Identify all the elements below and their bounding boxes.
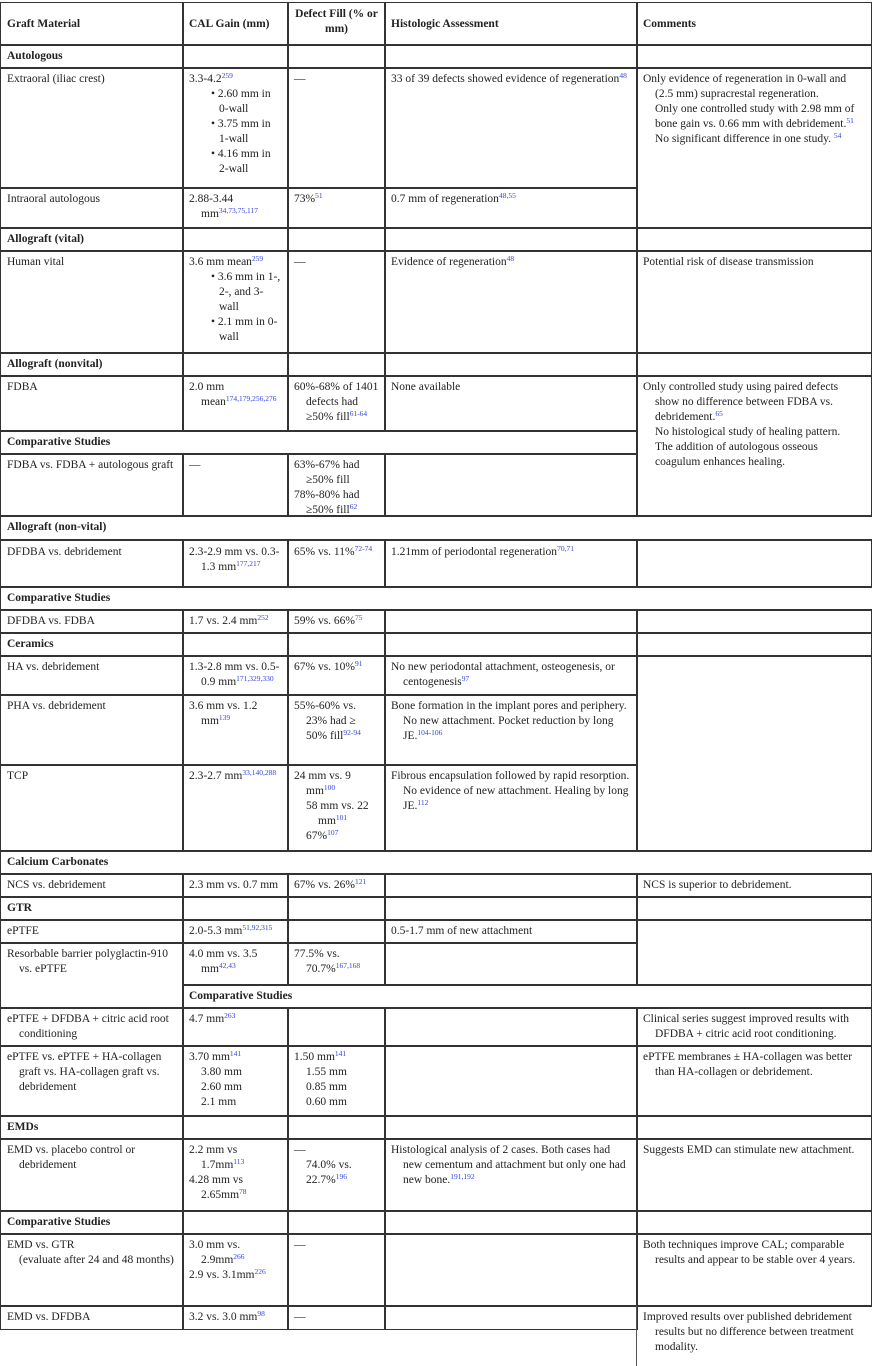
cal-ha [182,655,289,696]
citation[interactable]: 33,140,288 [242,768,277,777]
empty-cell [287,1210,386,1235]
section-gtr: GTR [0,896,184,921]
empty-cell [287,227,386,252]
empty-cell [636,1115,872,1140]
comment-line [655,132,865,147]
citation[interactable]: 78 [239,1187,247,1196]
graft-fdba-autologous: FDBA vs. FDBA + autologous graft [0,453,184,517]
fill-pha [287,694,386,766]
citation[interactable]: 54 [833,131,842,140]
graft-eptfe-dfdba: ePTFE + DFDBA + citric acid root conditioning [0,1007,184,1047]
citation[interactable]: 171,329,330 [236,674,274,683]
empty-cell [182,44,289,69]
fill-line [294,1050,379,1065]
cal-ncs: 2.3 mm vs. 0.7 mm [182,873,289,898]
fill-value: 59% vs. 66% [294,615,356,627]
fill-line: — [294,1144,306,1156]
histo-extraoral [384,67,638,189]
empty-cell [182,896,289,921]
graft-ha: HA vs. debridement [0,655,184,696]
fill-line: 1.55 mm [306,1066,347,1078]
cal-line [189,1173,282,1203]
cal-pha [182,694,289,766]
histo-text: 0.7 mm of regeneration [391,193,499,205]
comments-fdba [636,375,872,517]
cal-text: 2.2 mm vs 1.7mm [189,1144,238,1171]
cal-emd-gtr [182,1233,289,1307]
fill-line: 0.60 mm [306,1096,347,1108]
histo-pha [384,694,638,766]
fill-emd-dfdba: — [287,1305,386,1330]
citation[interactable]: 112 [417,798,429,807]
section-allograft-nonvital: Allograft (nonvital) [0,352,184,377]
comment-line [655,102,865,132]
cal-text: 4.28 mm vs 2.65mm [189,1174,243,1201]
header-defect-fill: Defect Fill (% or mm) [287,2,386,46]
fill-value: 55%-60% vs. 23% had ≥ 50% fill [294,700,356,742]
graft-emd-dfdba: EMD vs. DFDBA [0,1305,184,1330]
empty-cell [384,632,638,657]
citation[interactable]: 139 [218,713,231,722]
empty-cell [384,1007,638,1047]
empty-cell [384,942,638,986]
empty-cell [384,352,638,377]
cal-value: 2.3-2.9 mm vs. 0.3-1.3 mm [189,546,280,573]
histo-fdba: None available [384,375,638,432]
citation[interactable]: 266 [233,1252,245,1261]
citation[interactable]: 226 [254,1267,266,1276]
cal-text: 3.0 mm vs. 2.9mm [189,1239,241,1266]
fill-ncs [287,873,386,898]
empty-cell [384,896,638,921]
fill-resorbable [287,942,386,986]
citation[interactable]: 104-106 [417,728,443,737]
comment-eptfe-dfdba: Clinical series suggest improved results with DFDBA + citric acid root conditioning. [636,1007,872,1047]
fill-line: 0.85 mm [306,1081,347,1093]
cal-emd-placebo [182,1138,289,1212]
fill-text: 78%-80% had ≥50% fill [294,489,360,516]
graft-line: (evaluate after 24 and 48 months) [19,1254,174,1266]
empty-cell [636,227,872,252]
empty-cell [384,1115,638,1140]
empty-cell [384,44,638,69]
section-ceramics: Ceramics [0,632,184,657]
citation[interactable]: 70,71 [557,544,574,553]
cal-fdba [182,375,289,432]
header-comments: Comments [636,2,872,46]
graft-emd-gtr [0,1233,184,1307]
comment-text: Only controlled study using paired defects show no difference between FDBA vs. debridement. [643,381,839,423]
graft-emd-placebo: EMD vs. placebo control or debridement [0,1138,184,1212]
cal-eptfe [182,919,289,944]
citation[interactable]: 263 [224,1011,236,1020]
cal-bullet: • 2.60 mm in 0-wall [219,87,282,117]
citation[interactable]: 48 [619,71,627,80]
empty-cell [384,1305,638,1330]
fill-line [306,799,379,829]
empty-cell [182,227,289,252]
citation[interactable]: 72-74 [354,544,373,553]
fill-text: 58 mm vs. 22 mm [306,800,369,827]
cal-value: 3.6 mm vs. 1.2 mm [189,700,258,727]
header-graft-material: Graft Material [0,2,184,46]
empty-cell [287,352,386,377]
empty-cell [384,453,638,517]
comment-text: Only one controlled study with 2.98 mm of bone gain vs. 0.66 mm with debridement. [655,103,855,130]
cal-eptfe-dfdba [182,1007,289,1047]
citation[interactable]: 174,179,256,276 [225,394,277,403]
graft-extraoral: Extraoral (iliac crest) [0,67,184,189]
cal-extraoral [182,67,289,189]
citation[interactable]: 98 [257,1309,265,1318]
histo-intraoral [384,187,638,229]
cal-emd-dfdba [182,1305,289,1330]
comment-ncs: NCS is superior to debridement. [636,873,872,898]
section-calcium-carbonates: Calcium Carbonates [0,850,872,875]
citation[interactable]: 141 [229,1049,242,1058]
empty-cell [384,873,638,898]
empty-cell [636,540,872,588]
comments-autologous [636,67,872,229]
empty-cell [384,1233,638,1307]
empty-cell [636,632,872,657]
fill-text: 24 mm vs. 9 mm [294,770,351,797]
empty-cell [287,632,386,657]
empty-cell [636,896,872,921]
fill-value: 65% vs. 11% [294,546,355,558]
empty-cell [182,632,289,657]
cal-human-vital [182,250,289,354]
citation[interactable]: 51 [846,116,854,125]
comment-emd-dfdba: Improved results over published debridement results but no difference between treatment modality. [636,1305,872,1366]
comment-line: No histological study of healing pattern. [655,426,841,438]
cal-resorbable [182,942,289,986]
header-histologic-assessment: Histologic Assessment [384,2,638,46]
cal-value: 4.7 mm [189,1013,225,1025]
cal-line [189,1143,282,1173]
empty-cell [287,44,386,69]
cal-tcp [182,764,289,852]
fill-emd-placebo [287,1138,386,1212]
comment-eptfe-ha-collagen: ePTFE membranes ± HA-collagen was better than HA-collagen or debridement. [636,1045,872,1117]
citation[interactable]: 61-64 [349,409,368,418]
citation[interactable]: 48 [506,254,515,263]
citation[interactable]: 75 [355,613,363,622]
fill-value: 67% vs. 10% [294,661,356,673]
section-allograft-non-vital: Allograft (non-vital) [0,515,872,540]
header-cal-gain: CAL Gain (mm) [182,2,289,46]
section-comparative-studies: Comparative Studies [182,984,872,1009]
section-comparative-studies: Comparative Studies [0,1210,184,1235]
graft-pha: PHA vs. debridement [0,694,184,766]
citation[interactable]: 177,217 [236,559,261,568]
fill-value: 77.5% vs. 70.7% [294,948,340,975]
fill-fdba [287,375,386,432]
fill-intraoral [287,187,386,229]
citation[interactable]: 107 [327,828,339,837]
fill-eptfe-ha-collagen [287,1045,386,1117]
citation[interactable]: 167,168 [335,961,361,970]
fill-text: 67% [306,830,328,842]
citation[interactable]: 113 [233,1157,245,1166]
fill-ha [287,655,386,696]
cal-value: 4.0 mm vs. 3.5 mm [189,948,258,975]
histo-text: Histological analysis of 2 cases. Both cases had new cementum and attachment but only one had new bone. [391,1144,626,1186]
empty-cell [182,1210,289,1235]
fill-human-vital: — [287,250,386,354]
cal-dfdba-debridement [182,540,289,588]
fill-fdba-autologous [287,453,386,517]
cal-text: 2.9 vs. 3.1mm [189,1269,255,1281]
cal-value: 3.6 mm mean [189,256,252,268]
citation[interactable]: 97 [461,674,470,683]
fill-line: 63%-67% had ≥50% fill [294,459,360,486]
cal-value: 3.2 vs. 3.0 mm [189,1311,258,1323]
citation[interactable]: 252 [257,613,269,622]
graft-human-vital: Human vital [0,250,184,354]
histo-human-vital [384,250,638,354]
empty-cell [636,655,872,852]
citation[interactable]: 34,73,75,117 [218,206,258,215]
section-allograft-vital: Allograft (vital) [0,227,184,252]
cal-value: 2.0-5.3 mm [189,925,243,937]
cal-value: 2.88-3.44 mm [189,193,234,220]
graft-eptfe-ha-collagen: ePTFE vs. ePTFE + HA-collagen graft vs. HA-collagen graft vs. debridement [0,1045,184,1117]
comment-emd-gtr: Both techniques improve CAL; comparable results and appear to be stable over 4 years. [636,1233,872,1307]
empty-cell [636,1210,872,1235]
cal-bullet: • 4.16 mm in 2-wall [219,147,282,177]
comment-text: No significant difference in one study. [655,133,834,145]
graft-ncs: NCS vs. debridement [0,873,184,898]
histo-text: Bone formation in the implant pores and periphery. No new attachment. Pocket reduction by long JE. [391,700,627,742]
graft-fdba: FDBA [0,375,184,432]
fill-tcp [287,764,386,852]
cal-bullet: • 2.1 mm in 0-wall [219,315,282,345]
cal-line [189,1267,282,1283]
cal-value: 2.3-2.7 mm [189,770,243,782]
citation[interactable]: 92-94 [343,728,361,737]
cal-intraoral [182,187,289,229]
cal-line: 2.60 mm [201,1081,242,1093]
comment-emd-placebo: Suggests EMD can stimulate new attachment. [636,1138,872,1212]
graft-tcp: TCP [0,764,184,852]
citation[interactable]: 65 [715,409,723,418]
fill-line [294,769,379,799]
empty-cell [384,1045,638,1117]
cal-dfdba-fdba [182,609,289,634]
citation[interactable]: 48,55 [498,191,516,200]
cal-bullet: • 3.6 mm in 1-, 2-, and 3-wall [219,270,282,315]
cal-line [189,1050,282,1065]
empty-cell [287,919,386,944]
citation[interactable]: 42,43 [218,961,236,970]
cal-line [189,1238,282,1268]
citation[interactable]: 191,192 [450,1172,475,1181]
fill-value: 60%-68% of 1401 defects had ≥50% fill [294,381,379,423]
empty-cell [287,1115,386,1140]
citation[interactable]: 62 [349,502,358,511]
comment-human-vital: Potential risk of disease transmission [636,250,872,354]
fill-line [306,829,379,844]
citation[interactable]: 121 [355,877,367,886]
fill-extraoral: — [287,67,386,189]
citation[interactable]: 91 [355,659,363,668]
histo-text: 1.21mm of periodontal regeneration [391,546,558,558]
fill-dfdba-fdba [287,609,386,634]
citation[interactable]: 196 [335,1172,347,1181]
citation[interactable]: 259 [251,254,264,263]
graft-eptfe: ePTFE [0,919,184,944]
section-comparative-studies: Comparative Studies [0,586,872,611]
comment-line: The addition of autologous osseous coagulum enhances healing. [655,441,818,468]
histo-text: Fibrous encapsulation followed by rapid resorption. No evidence of new attachment. Healing by long JE. [391,770,630,812]
fill-value: 67% vs. 26% [294,879,356,891]
fill-line [294,488,379,518]
citation[interactable]: 100 [323,783,336,792]
empty-cell [636,609,872,634]
histo-text: 33 of 39 defects showed evidence of regeneration [391,73,620,85]
histo-text: Evidence of regeneration [391,256,507,268]
empty-cell [287,896,386,921]
cal-bullet: • 3.75 mm in 1-wall [219,117,282,147]
histo-tcp [384,764,638,852]
empty-cell [636,919,872,986]
cal-value: 3.3-4.2 [189,73,222,85]
empty-cell [636,352,872,377]
empty-cell [384,1210,638,1235]
cal-value: 2.0 mm mean [189,381,226,408]
histo-text: No new periodontal attachment, osteogenesis, or centogenesis [391,661,615,688]
fill-value: 73% [294,193,316,205]
citation[interactable]: 51,92,315 [242,923,273,932]
empty-cell [384,609,638,634]
fill-line [294,1158,379,1188]
section-autologous: Autologous [0,44,184,69]
cal-text: 3.70 mm [189,1051,230,1063]
empty-cell [182,1115,289,1140]
section-emds: EMDs [0,1115,184,1140]
empty-cell [636,44,872,69]
histo-eptfe: 0.5-1.7 mm of new attachment [384,919,638,944]
citation[interactable]: 51 [315,191,323,200]
comment-line [643,380,865,425]
citation[interactable]: 141 [334,1049,347,1058]
fill-emd-gtr: — [287,1233,386,1307]
empty-cell [384,227,638,252]
graft-intraoral: Intraoral autologous [0,187,184,229]
cal-fdba-autologous: — [182,453,289,517]
cal-line: 3.80 mm [201,1066,242,1078]
cal-value: 1.3-2.8 mm vs. 0.5-0.9 mm [189,661,280,688]
graft-dfdba-fdba: DFDBA vs. FDBA [0,609,184,634]
fill-text: 74.0% vs. 22.7% [306,1159,352,1186]
fill-dfdba-debridement [287,540,386,588]
graft-line: EMD vs. GTR [7,1239,75,1251]
fill-text: 1.50 mm [294,1051,335,1063]
citation[interactable]: 259 [221,71,233,80]
citation[interactable]: 101 [335,813,348,822]
empty-cell [287,1007,386,1047]
comment-line: Only evidence of regeneration in 0-wall and (2.5 mm) supracrestal regeneration. [643,73,847,100]
empty-cell [182,352,289,377]
graft-resorbable-barrier: Resorbable barrier polyglactin-910 vs. ePTFE [0,942,184,1009]
histo-ha [384,655,638,696]
section-comparative-studies: Comparative Studies [0,430,638,455]
cal-eptfe-ha-collagen [182,1045,289,1117]
histo-emd-placebo [384,1138,638,1212]
cal-line: 2.1 mm [201,1096,237,1108]
graft-dfdba-debridement: DFDBA vs. debridement [0,540,184,588]
histo-dfdba-debridement [384,540,638,588]
cal-value: 1.7 vs. 2.4 mm [189,615,258,627]
